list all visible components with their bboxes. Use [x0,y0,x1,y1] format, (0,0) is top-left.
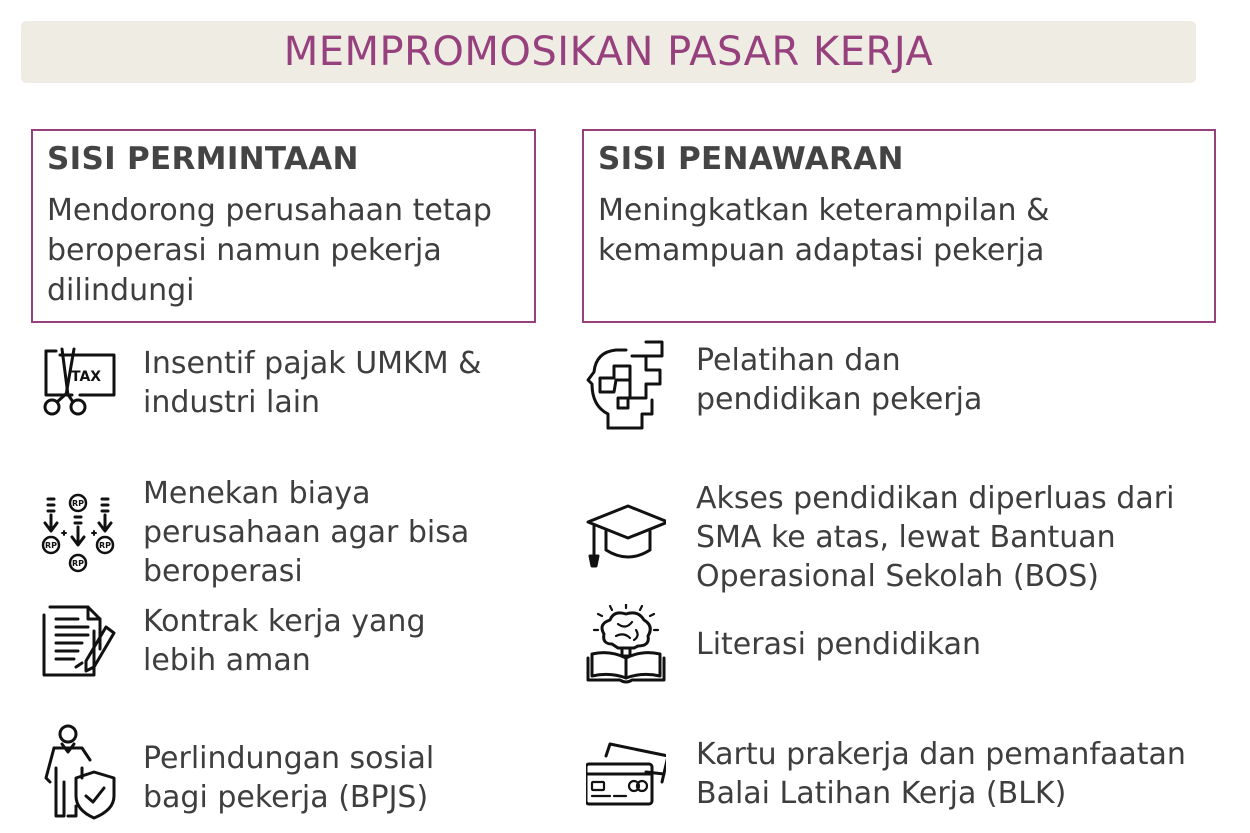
demand-item-social [38,738,503,818]
svg-text:TAX: TAX [71,369,102,385]
graduation-cap-icon [586,498,666,578]
tax-scissors-icon [38,343,118,423]
supply-description: Meningkatkan keterampilan & kemampuan adaptasi pekerja [598,193,1050,268]
title-banner [21,21,1196,83]
demand-item-social-text: Perlindungan sosial bagi pekerja (BPJS) [143,741,435,815]
svg-text:RP: RP [45,540,58,550]
demand-item-contract-text: Kontrak kerja yang lebih aman [143,604,426,678]
supply-item-literacy-text: Literasi pendidikan [696,626,981,662]
supply-item-training [586,340,1216,420]
worker-shield-icon [38,738,118,818]
svg-text:RP: RP [99,540,112,550]
supply-item-literacy [586,604,1216,684]
demand-item-cost-text: Menekan biaya perusahaan agar bisa beroperasi [143,476,470,589]
supply-item-access [586,479,1216,596]
supply-heading: SISI PENAWARAN [598,141,904,177]
contract-document-icon [38,601,118,681]
demand-item-tax [38,343,503,423]
supply-item-card-text: Kartu prakerja dan pemanfaatan Balai Latihan Kerja (BLK) [696,737,1186,811]
cards-icon [586,734,666,814]
svg-text:RP: RP [72,498,85,508]
demand-description: Mendorong perusahaan tetap beroperasi namun pekerja dilindungi [47,193,492,308]
head-puzzle-icon [586,340,666,420]
brain-book-icon [586,604,666,684]
rupiah-cost-reduction-icon [38,493,118,573]
supply-item-card [586,734,1216,814]
page-title: MEMPROMOSIKAN PASAR KERJA [283,29,934,75]
demand-heading: SISI PERMINTAAN [47,141,359,177]
demand-item-tax-text: Insentif pajak UMKM & industri lain [143,346,482,420]
supply-side-box [582,129,1216,323]
supply-item-training-text: Pelatihan dan pendidikan pekerja [696,343,983,417]
demand-side-box [31,129,536,323]
supply-item-access-text: Akses pendidikan diperluas dari SMA ke atas, lewat Bantuan Operasional Sekolah (BOS) [696,481,1175,594]
demand-item-cost [38,474,503,591]
demand-item-contract [38,601,503,681]
svg-text:RP: RP [72,558,85,568]
